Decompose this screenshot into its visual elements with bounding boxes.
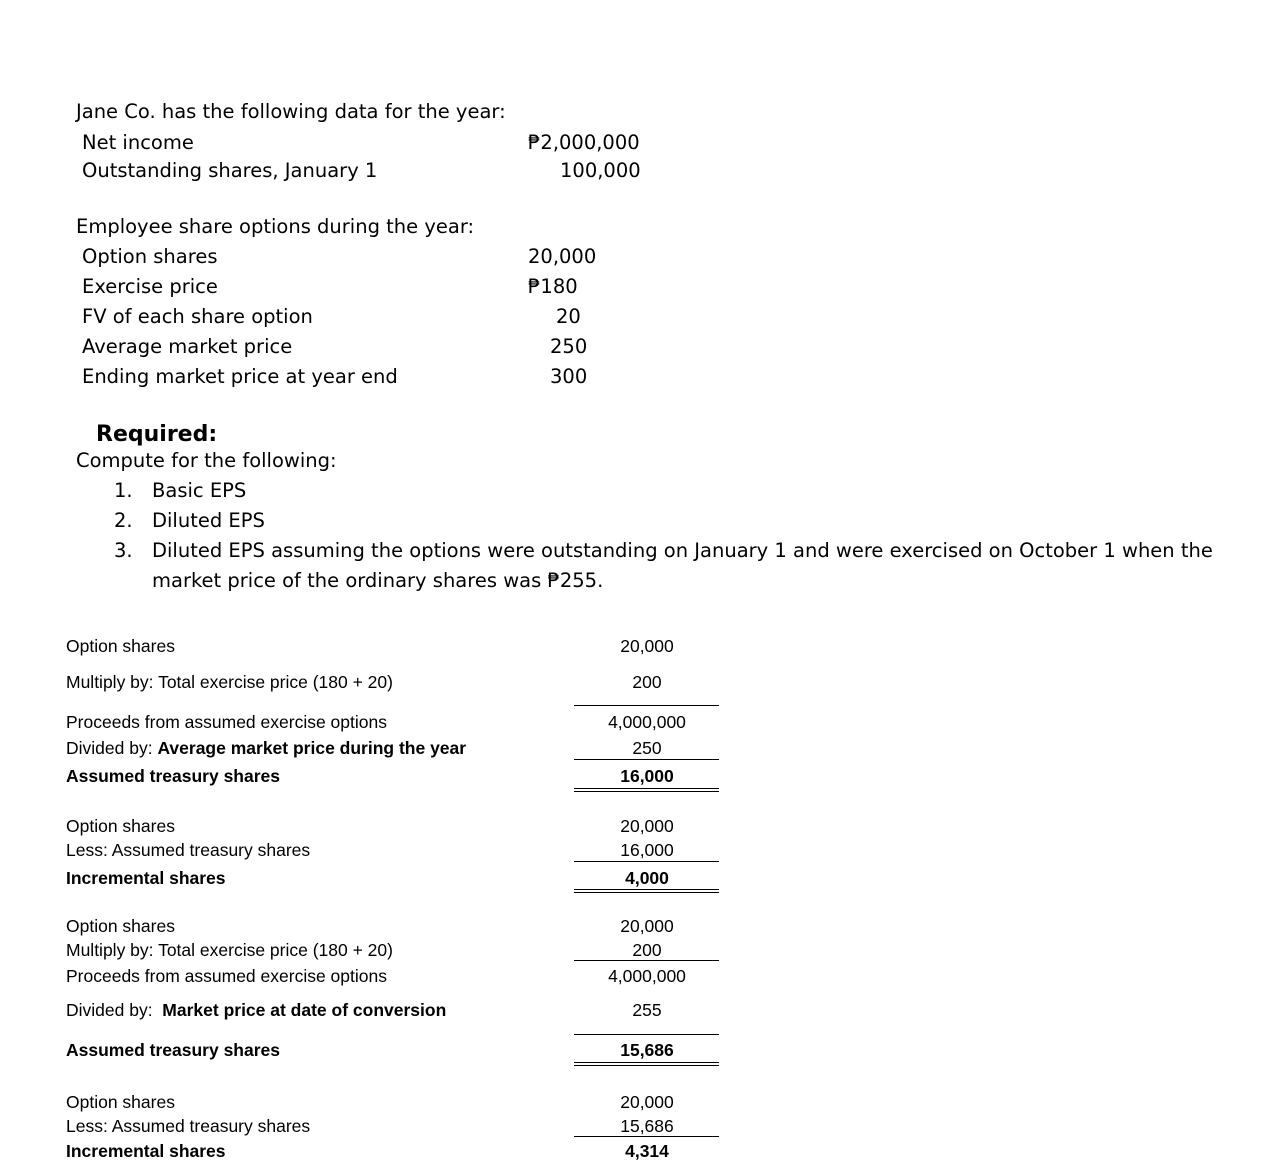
required-item-text: Diluted EPS assuming the options were outstanding on January 1 and were exercised on October 1 when the	[152, 539, 1213, 562]
s1-divided-prefix: Divided by:	[66, 738, 158, 758]
s4-total-rule	[574, 1136, 719, 1137]
s3-divided-prefix: Divided by:	[66, 1000, 163, 1020]
s3-multiply-value: 200	[632, 940, 662, 960]
s1-option-shares-label: Option shares	[66, 636, 175, 656]
s3-option-shares-label: Option shares	[66, 916, 175, 936]
s4-less-value: 15,686	[620, 1116, 674, 1136]
required-instruction: Compute for the following:	[76, 449, 337, 472]
s3-treasury-value: 15,686	[620, 1040, 674, 1060]
required-item-number: 2.	[114, 509, 133, 532]
s4-less-label: Less: Assumed treasury shares	[66, 1116, 311, 1136]
option-shares-value: 20,000	[528, 245, 597, 268]
s1-proceeds-value: 4,000,000	[608, 712, 686, 732]
s3-divided-value: 255	[632, 1000, 662, 1020]
exercise-price-value: ₱180	[528, 275, 578, 298]
average-price-value: 250	[550, 335, 588, 358]
s2-total-rule	[574, 861, 719, 862]
s1-multiply-value: 200	[632, 672, 662, 692]
s3-total-rule	[574, 1034, 719, 1035]
s3-treasury-label: Assumed treasury shares	[66, 1040, 280, 1060]
s3-divided-label	[66, 999, 446, 1021]
s1-multiply-label: Multiply by: Total exercise price (180 + 20)	[66, 672, 393, 692]
s1-divided-bold: Average market price during the year	[157, 738, 467, 758]
options-heading: Employee share options during the year:	[76, 215, 475, 238]
problem-intro: Jane Co. has the following data for the year:	[76, 100, 506, 123]
s3-multiply-label: Multiply by: Total exercise price (180 + 20)	[66, 940, 393, 960]
s4-incremental-label: Incremental shares	[66, 1141, 226, 1161]
s3-proceeds-value: 4,000,000	[608, 966, 686, 986]
ending-price-value: 300	[550, 365, 588, 388]
average-price-label: Average market price	[82, 335, 293, 358]
s1-treasury-value: 16,000	[620, 766, 674, 786]
required-item-text-continued: market price of the ordinary shares was ₱255.	[152, 569, 604, 592]
outstanding-shares-value: 100,000	[560, 159, 641, 182]
s1-treasury-label: Assumed treasury shares	[66, 766, 280, 786]
s1-total-rule	[574, 759, 719, 760]
required-item-number: 3.	[114, 539, 133, 562]
exercise-price-label: Exercise price	[82, 275, 218, 298]
s2-double-rule	[574, 889, 719, 893]
required-item-number: 1.	[114, 479, 133, 502]
s2-incremental-value: 4,000	[625, 868, 669, 888]
required-heading: Required:	[96, 422, 218, 447]
s1-option-shares-value: 20,000	[620, 636, 674, 656]
s4-incremental-value: 4,314	[625, 1141, 669, 1161]
outstanding-shares-label: Outstanding shares, January 1	[82, 159, 378, 182]
s1-proceeds-label: Proceeds from assumed exercise options	[66, 712, 387, 732]
fv-option-value: 20	[556, 305, 581, 328]
net-income-label: Net income	[82, 131, 194, 154]
s2-less-label: Less: Assumed treasury shares	[66, 840, 311, 860]
s3-option-shares-value: 20,000	[620, 916, 674, 936]
option-shares-label: Option shares	[82, 245, 218, 268]
s1-divided-label	[66, 737, 466, 759]
fv-option-label: FV of each share option	[82, 305, 313, 328]
s1-subtotal-rule	[574, 705, 719, 706]
s2-incremental-label: Incremental shares	[66, 868, 226, 888]
ending-price-label: Ending market price at year end	[82, 365, 398, 388]
s1-double-rule	[574, 788, 719, 792]
s3-proceeds-label: Proceeds from assumed exercise options	[66, 966, 387, 986]
s4-option-shares-value: 20,000	[620, 1092, 674, 1112]
s2-option-shares-value: 20,000	[620, 816, 674, 836]
net-income-value: ₱2,000,000	[528, 131, 640, 154]
required-item-text: Basic EPS	[152, 479, 247, 502]
s2-option-shares-label: Option shares	[66, 816, 175, 836]
s2-less-value: 16,000	[620, 840, 674, 860]
required-item-text: Diluted EPS	[152, 509, 265, 532]
s3-subtotal-rule	[574, 960, 719, 961]
s1-divided-value: 250	[632, 738, 662, 758]
s3-divided-bold: Market price at date of conversion	[162, 1000, 447, 1020]
s3-double-rule	[574, 1062, 719, 1066]
s4-option-shares-label: Option shares	[66, 1092, 175, 1112]
